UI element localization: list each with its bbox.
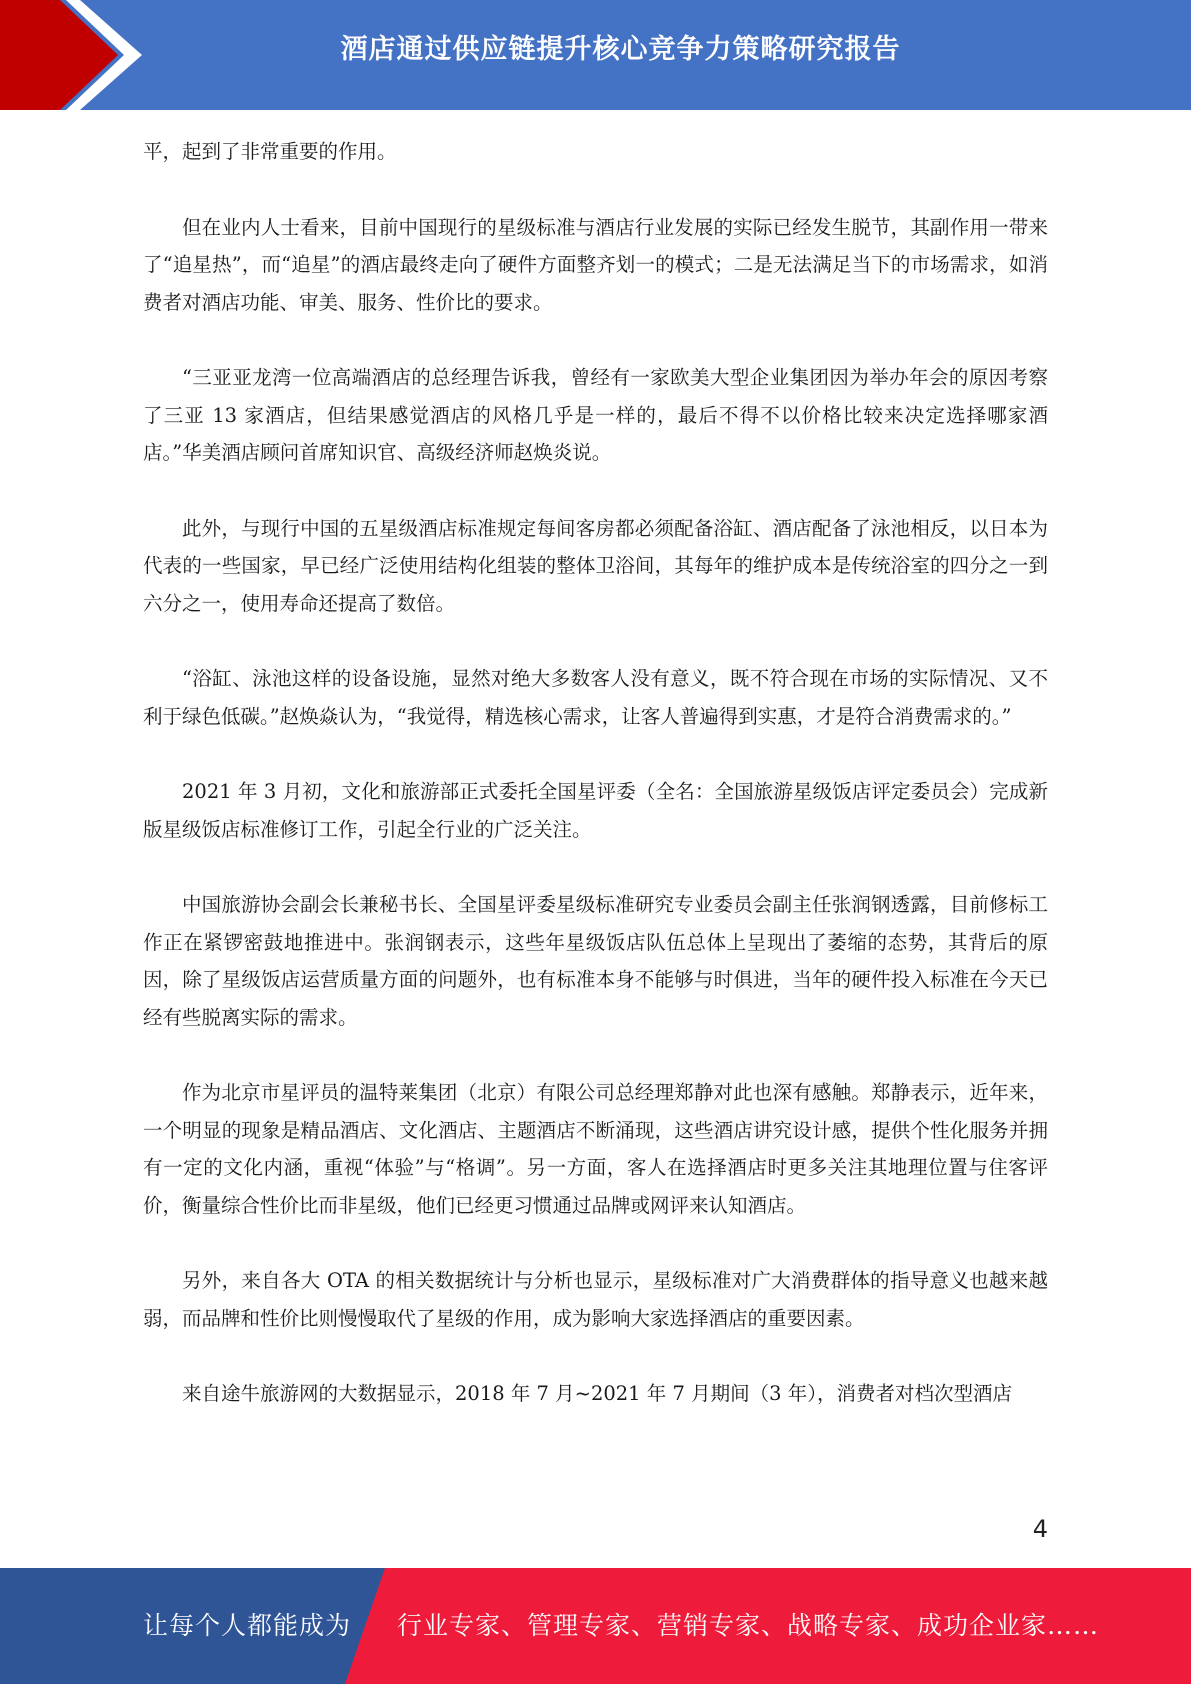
footer-slogan-right: 行业专家、管理专家、营销专家、战略专家、成功企业家…… xyxy=(397,1611,1100,1640)
body-paragraph: 另外，来自各大 OTA 的相关数据统计与分析也显示，星级标准对广大消费群体的指导意义也越来越弱，而品牌和性价比则慢慢取代了星级的作用，成为影响大家选择酒店的重要因素。 xyxy=(143,1269,1048,1330)
body-paragraph: 来自途牛旅游网的大数据显示，2018 年 7 月~2021 年 7 月期间（3 年），消费者对档次型酒店 xyxy=(182,1382,1012,1405)
body-paragraph: 此外，与现行中国的五星级酒店标准规定每间客房都必须配备浴缸、酒店配备了泳池相反，以日本为代表的一些国家，早已经广泛使用结构化组装的整体卫浴间，其每年的维护成本是传统浴室的四分之一到六分之一，使用寿命还提高了数倍。 xyxy=(143,516,1048,615)
body-paragraph: 但在业内人士看来，目前中国现行的星级标准与酒店行业发展的实际已经发生脱节，其副作用一带来了“追星热”，而“追星”的酒店最终走向了硬件方面整齐划一的模式；二是无法满足当下的市场需求，如消费者对酒店功能、审美、服务、性价比的要求。 xyxy=(143,215,1048,314)
document-title: 酒店通过供应链提升核心竞争力策略研究报告 xyxy=(340,34,901,65)
body-paragraph: 2021 年 3 月初，文化和旅游部正式委托全国星评委（全名：全国旅游星级饭店评定委员会）完成新版星级饭店标准修订工作，引起全行业的广泛关注。 xyxy=(143,780,1048,841)
body-paragraph: 中国旅游协会副会长兼秘书长、全国星评委星级标准研究专业委员会副主任张润钢透露，目前修标工作正在紧锣密鼓地推进中。张润钢表示，这些年星级饭店队伍总体上呈现出了萎缩的态势，其背后的原因，除了星级饭店运营质量方面的问题外，也有标准本身不能够与时俱进，当年的硬件投入标准在今天已经有些脱离实际的需求。 xyxy=(143,893,1048,1029)
page-number: 4 xyxy=(1032,1515,1048,1543)
body-paragraph: 平，起到了非常重要的作用。 xyxy=(143,140,397,163)
document-body xyxy=(143,133,1048,1451)
footer-banner xyxy=(0,1568,1191,1684)
body-paragraph: “三亚亚龙湾一位高端酒店的总经理告诉我，曾经有一家欧美大型企业集团因为举办年会的原因考察了三亚 13 家酒店，但结果感觉酒店的风格几乎是一样的，最后不得不以价格比较来决定选择哪家酒店。”华美酒店顾问首席知识官、高级经济师赵焕炎说。 xyxy=(143,366,1048,464)
body-paragraph: “浴缸、泳池这样的设备设施，显然对绝大多数客人没有意义，既不符合现在市场的实际情况、又不利于绿色低碳。”赵焕焱认为，“我觉得，精选核心需求，让客人普遍得到实惠，才是符合消费需求的。” xyxy=(143,667,1048,728)
header-banner xyxy=(0,0,1191,110)
footer-slogan-left: 让每个人都能成为 xyxy=(143,1611,352,1640)
body-paragraph: 作为北京市星评员的温特莱集团（北京）有限公司总经理郑静对此也深有感触。郑静表示，近年来，一个明显的现象是精品酒店、文化酒店、主题酒店不断涌现，这些酒店讲究设计感，提供个性化服务并拥有一定的文化内涵，重视“体验”与“格调”。另一方面，客人在选择酒店时更多关注其地理位置与住客评价，衡量综合性价比而非星级，他们已经更习惯通过品牌或网评来认知酒店。 xyxy=(143,1081,1048,1217)
